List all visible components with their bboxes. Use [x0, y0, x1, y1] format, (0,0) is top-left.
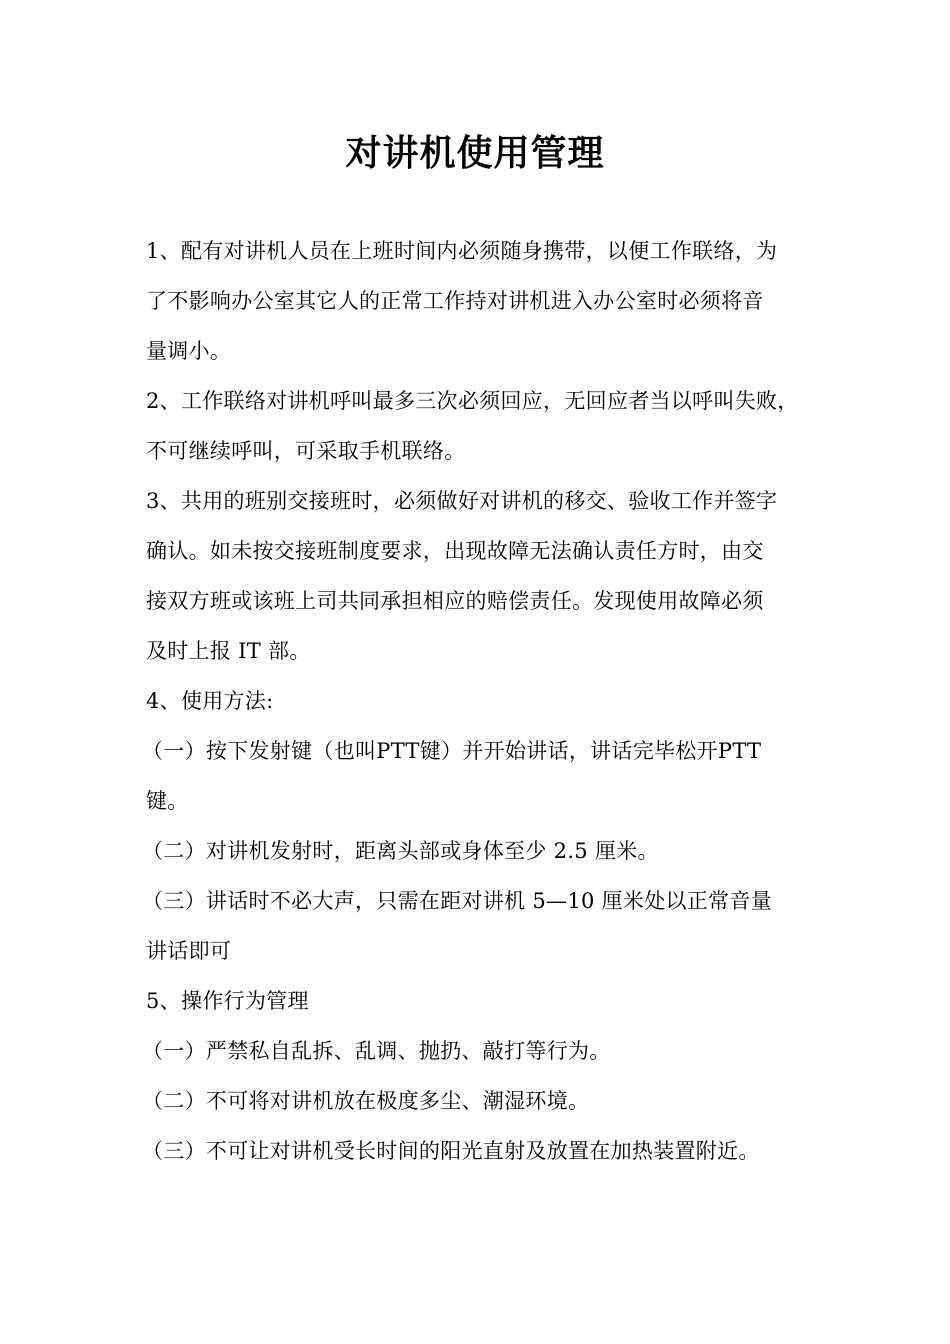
document-title: 对讲机使用管理 [345, 132, 605, 174]
sub-item-line: （一）按下发射键（也叫PTT键）并开始讲话，讲话完毕松开PTT [142, 739, 762, 763]
sub-item-line: （一）严禁私自乱拆、乱调、抛扔、敲打等行为。 [142, 1039, 611, 1063]
body-line: 1、配有对讲机人员在上班时间内必须随身携带，以便工作联络，为 [146, 239, 778, 263]
body-line: 不可继续呼叫，可采取手机联络。 [146, 439, 466, 463]
body-line: 接双方班或该班上司共同承担相应的赔偿责任。发现使用故障必须 [146, 589, 764, 613]
body-line: 量调小。 [146, 339, 232, 363]
section-heading: 4、使用方法: [146, 689, 274, 713]
sub-item-line: （三）不可让对讲机受长时间的阳光直射及放置在加热装置附近。 [142, 1139, 760, 1163]
section-heading: 5、操作行为管理 [146, 989, 309, 1013]
body-line: 确认。如未按交接班制度要求，出现故障无法确认责任方时，由交 [146, 539, 764, 563]
body-line: 键。 [146, 789, 189, 813]
body-line: 了不影响办公室其它人的正常工作持对讲机进入办公室时必须将音 [146, 289, 764, 313]
sub-item-line: （二）对讲机发射时，距离头部或身体至少 2.5 厘米。 [142, 839, 659, 863]
sub-item-line: （三）讲话时不必大声，只需在距对讲机 5—10 厘米处以正常音量 [142, 889, 773, 913]
document-body [142, 226, 821, 1176]
sub-item-line: （二）不可将对讲机放在极度多尘、潮湿环境。 [142, 1089, 590, 1113]
body-line: 及时上报 IT 部。 [146, 639, 311, 663]
body-line: 讲话即可 [146, 939, 232, 963]
body-line: 2、工作联络对讲机呼叫最多三次必须回应，无回应者当以呼叫失败， [146, 389, 799, 413]
body-line: 3、共用的班别交接班时，必须做好对讲机的移交、验收工作并签字 [146, 489, 778, 513]
